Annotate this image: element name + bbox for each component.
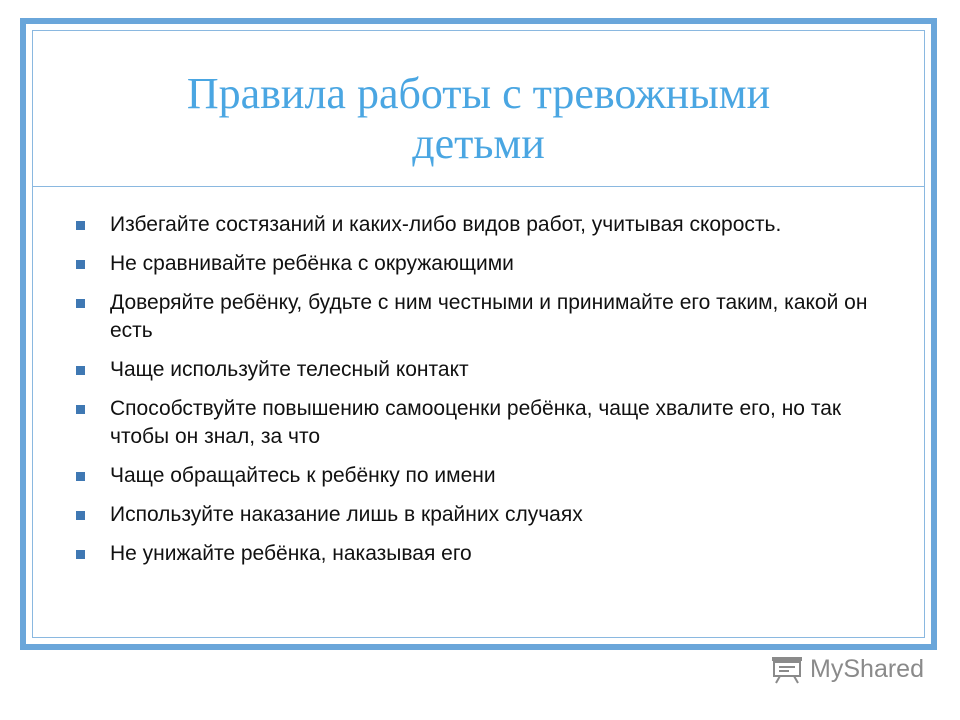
square-bullet-icon xyxy=(76,299,85,308)
square-bullet-icon xyxy=(76,221,85,230)
bullet-list xyxy=(71,211,884,579)
slide-title xyxy=(33,69,924,169)
bullet-item xyxy=(71,250,884,278)
bullet-text: Используйте наказание лишь в крайних случаях xyxy=(110,503,583,526)
square-bullet-icon xyxy=(76,511,85,520)
bullet-item xyxy=(71,356,884,384)
square-bullet-icon xyxy=(76,405,85,414)
bullet-text: Чаще используйте телесный контакт xyxy=(110,358,469,381)
square-bullet-icon xyxy=(76,260,85,269)
bullet-text: Не сравнивайте ребёнка с окружающими xyxy=(110,252,514,275)
bullet-text: Не унижайте ребёнка, наказывая его xyxy=(110,542,472,565)
square-bullet-icon xyxy=(76,472,85,481)
square-bullet-icon xyxy=(76,366,85,375)
slide-title-line-1: Правила работы с тревожными xyxy=(186,69,771,118)
bullet-item xyxy=(71,501,884,529)
bullet-text: Способствуйте повышению самооценки ребёнка, чаще хвалите его, но так чтобы он знал, за что xyxy=(110,397,842,448)
title-divider xyxy=(33,186,924,187)
bullet-item xyxy=(71,395,884,451)
slide-frame xyxy=(20,18,937,650)
square-bullet-icon xyxy=(76,550,85,559)
presentation-board-icon xyxy=(770,654,804,684)
myshared-watermark xyxy=(770,654,924,684)
bullet-item xyxy=(71,211,884,239)
bullet-text: Чаще обращайтесь к ребёнку по имени xyxy=(110,464,496,487)
slide-title-line-2: детьми xyxy=(412,119,545,168)
bullet-item xyxy=(71,540,884,568)
slide-inner-border xyxy=(32,30,925,638)
bullet-text: Доверяйте ребёнку, будьте с ним честными и принимайте его таким, какой он есть xyxy=(110,291,868,342)
bullet-text: Избегайте состязаний и каких-либо видов работ, учитывая скорость. xyxy=(110,213,782,236)
watermark-text: MyShared xyxy=(810,654,924,683)
bullet-item xyxy=(71,462,884,490)
bullet-item xyxy=(71,289,884,345)
